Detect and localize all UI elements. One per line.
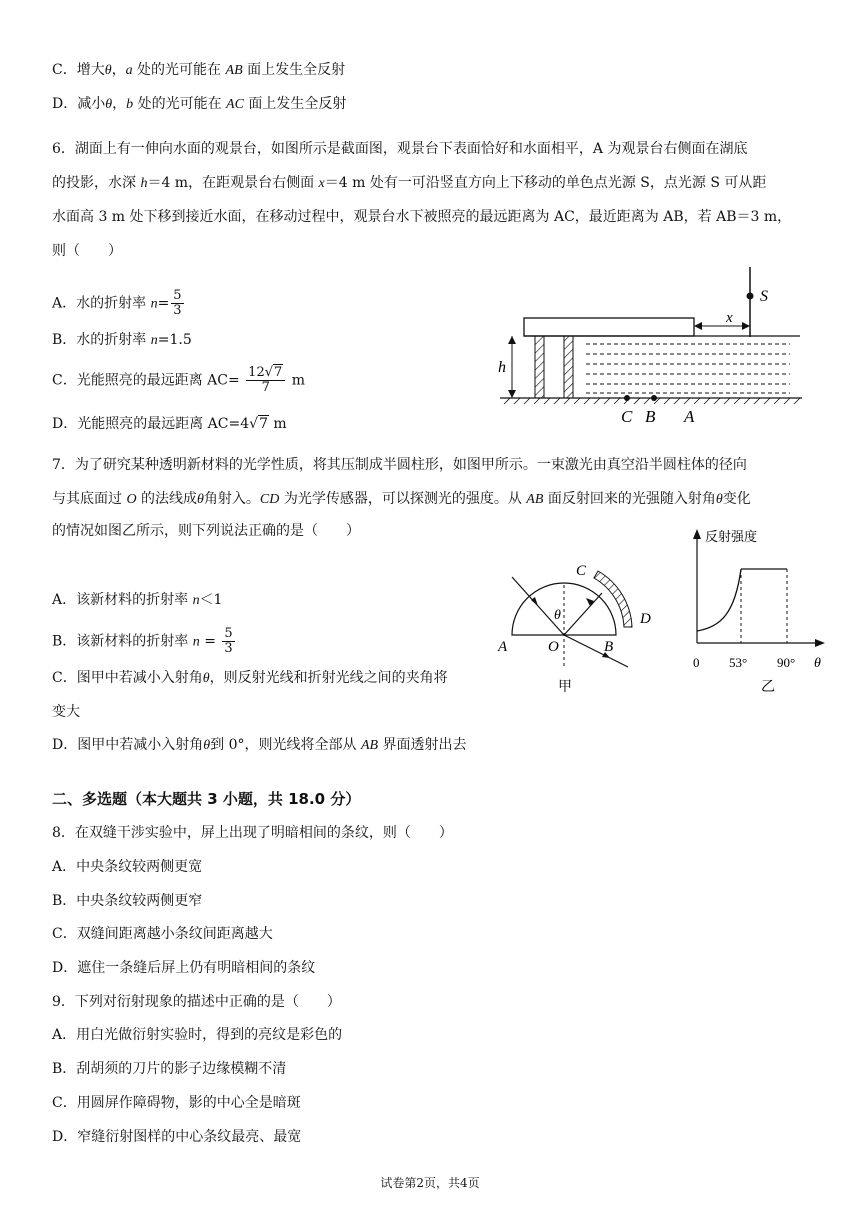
q7-option-c-line2: 变大 bbox=[52, 704, 80, 720]
label-B: B bbox=[645, 407, 656, 426]
page-footer: 试卷第2页，共4页 bbox=[380, 1176, 480, 1190]
q5-option-c: C．增大θ，a 处的光可能在 AB 面上发生全反射 bbox=[52, 62, 346, 78]
section-title: 二、多选题（本大题共 3 小题，共 18.0 分） bbox=[52, 790, 361, 808]
q8-stem: 8．在双缝干涉实验中，屏上出现了明暗相间的条纹，则（ ） bbox=[52, 825, 453, 841]
label-A: A bbox=[498, 639, 508, 655]
tick-53: 53° bbox=[729, 655, 748, 670]
q8-option-c: C．双缝间距离越小条纹间距离越大 bbox=[52, 926, 273, 942]
q7-stem-line3: 的情况如图乙所示，则下列说法正确的是（ ） bbox=[52, 523, 360, 539]
q6-stem-line4: 则（ ） bbox=[52, 243, 122, 259]
label-C: C bbox=[621, 407, 633, 426]
q6-stem-line3: 水面高 3 m 处下移到接近水面，在移动过程中，观景台水下被照亮的最远距离为 AC，最近距离为 AB，若 AB＝3 m， bbox=[52, 209, 792, 225]
caption-jia: 甲 bbox=[558, 680, 572, 695]
platform bbox=[524, 318, 694, 336]
q6-option-c: C．光能照亮的最远距离 AC= $\frac{12√7}{7}$ m bbox=[52, 365, 306, 395]
q7-figure-yi bbox=[685, 525, 830, 700]
tick-0: 0 bbox=[693, 655, 700, 670]
q6-figure bbox=[490, 262, 810, 427]
q6-option-d: D．光能照亮的最远距离 AC=4√7 m bbox=[52, 416, 287, 432]
q9-option-a: A．用白光做衍射实验时，得到的亮纹是彩色的 bbox=[52, 1027, 343, 1043]
caption-yi: 乙 bbox=[761, 680, 775, 695]
q6-option-b: B．水的折射率 n=1.5 bbox=[52, 332, 192, 348]
q8-option-b: B．中央条纹较两侧更窄 bbox=[52, 893, 203, 909]
y-axis-label: 反射强度 bbox=[705, 529, 758, 544]
q6-stem-line1: 6．湖面上有一伸向水面的观景台，如图所示是截面图，观景台下表面恰好和水面相平，A 为观景台右侧面在湖底 bbox=[52, 141, 748, 157]
tick-90: 90° bbox=[777, 655, 796, 670]
q6-option-a: A．水的折射率 n= $\frac{5}{3}$ bbox=[52, 288, 182, 318]
q9-option-c: C．用圆屏作障碍物，影的中心全是暗斑 bbox=[52, 1095, 301, 1111]
label-C: C bbox=[576, 563, 587, 579]
q9-stem: 9．下列对衍射现象的描述中正确的是（ ） bbox=[52, 994, 341, 1010]
x-axis-label: θ bbox=[814, 656, 821, 671]
q8-option-d: D．遮住一条缝后屏上仍有明暗相间的条纹 bbox=[52, 960, 316, 976]
label-D: D bbox=[640, 611, 651, 627]
q9-option-d: D．窄缝衍射图样的中心条纹最亮、最宽 bbox=[52, 1129, 302, 1145]
label-O: O bbox=[548, 639, 559, 655]
q5-option-d: D．减小θ，b 处的光可能在 AC 面上发生全反射 bbox=[52, 96, 347, 112]
q7-stem-line2: 与其底面过 O 的法线成θ角射入。CD 为光学传感器，可以探测光的强度。从 AB 面反射回来的光强随入射角θ变化 bbox=[52, 491, 751, 507]
q7-figure-jia bbox=[490, 555, 670, 705]
q7-option-c-line1: C．图甲中若减小入射角θ，则反射光线和折射光线之间的夹角将 bbox=[52, 670, 448, 686]
label-theta: θ bbox=[554, 608, 561, 623]
label-A: A bbox=[684, 407, 695, 426]
q7-option-a: A．该新材料的折射率 n＜1 bbox=[52, 592, 223, 608]
label-B: B bbox=[604, 639, 614, 655]
light-source-dot bbox=[747, 293, 754, 300]
q6-stem-line2: 的投影，水深 h＝4 m，在距观景台右侧面 x＝4 m 处有一可沿竖直方向上下移动的单色点光源 S，点光源 S 可从距 bbox=[52, 175, 767, 191]
q7-option-d: D．图甲中若减小入射角θ到 0°，则光线将全部从 AB 界面透射出去 bbox=[52, 737, 467, 753]
label-S: S bbox=[760, 288, 768, 305]
q8-option-a: A．中央条纹较两侧更宽 bbox=[52, 859, 203, 875]
q9-option-b: B．刮胡须的刀片的影子边缘模糊不清 bbox=[52, 1061, 287, 1077]
q7-option-b: B．该新材料的折射率 n = $\frac{5}{3}$ bbox=[52, 626, 233, 656]
label-h: h bbox=[498, 359, 506, 376]
q7-stem-line1: 7．为了研究某种透明新材料的光学性质，将其压制成半圆柱形，如图甲所示。一束激光由真空沿半圆柱体的径向 bbox=[52, 457, 747, 473]
label-x: x bbox=[726, 310, 733, 326]
